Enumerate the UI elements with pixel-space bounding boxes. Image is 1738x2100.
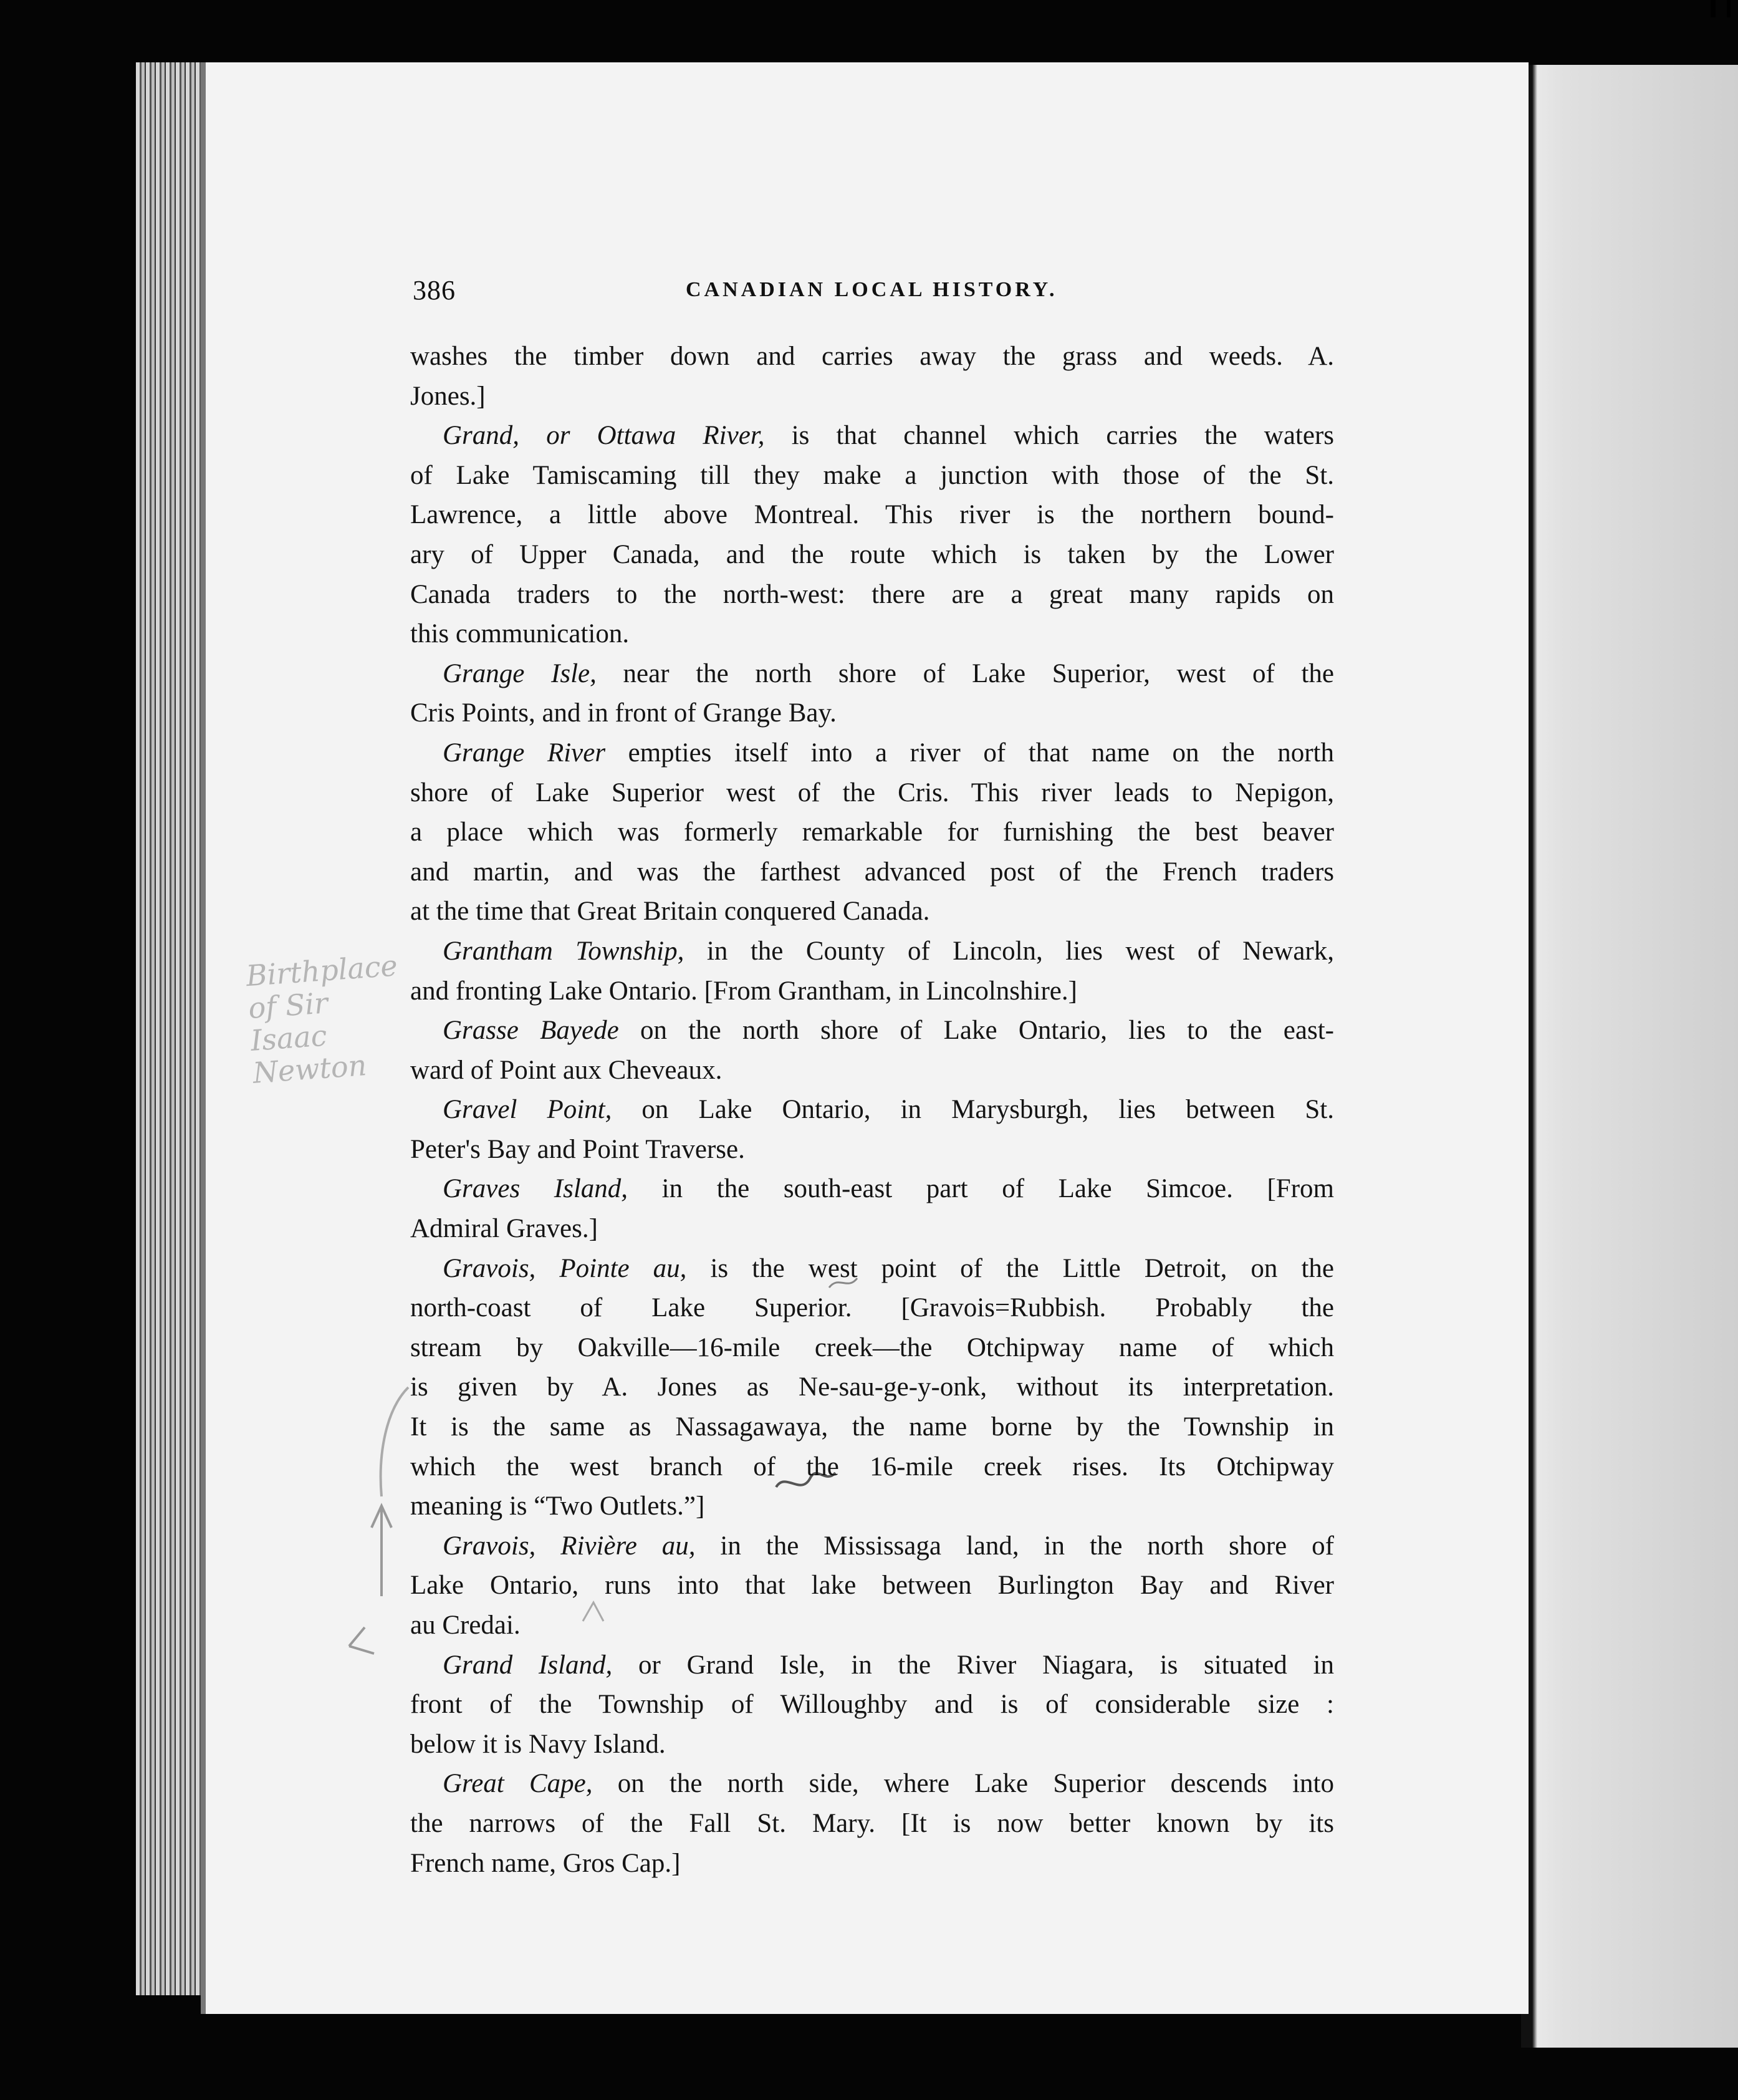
text-run: Admiral Graves.] (410, 1214, 598, 1244)
text-run: north-coast of Lake Superior. [Gravois=Rubbish. Probably the (410, 1293, 1334, 1323)
text-line (410, 495, 1334, 535)
text-run: on the north side, where Lake Superior descends into (592, 1769, 1334, 1799)
text-line (410, 1130, 1334, 1170)
text-run: front of the Township of Willoughby and is of considerable size : (410, 1690, 1334, 1720)
text-line (410, 1526, 1334, 1566)
text-line (410, 1606, 1334, 1645)
text-run: and fronting Lake Ontario. [From Grantham, in Lincolnshire.] (410, 976, 1077, 1006)
text-run: ary of Upper Canada, and the route which is taken by the Lower (410, 539, 1334, 569)
text-run: of Lake Tamiscaming till they make a junction with those of the St. (410, 460, 1334, 490)
text-run: this communication. (410, 619, 630, 649)
entry-heading: Grasse Bayede (443, 1016, 619, 1046)
entry-heading: Gravel Point, (443, 1095, 612, 1125)
text-run: Lawrence, a little above Montreal. This river is the northern bound- (410, 500, 1334, 530)
text-run: stream by Oakville—16-mile creek—the Otchipway name of which (410, 1332, 1334, 1362)
text-line (410, 1090, 1334, 1130)
text-run: washes the timber down and carries away the grass and weeds. A. (410, 342, 1334, 371)
text-line (410, 852, 1334, 892)
text-run: a place which was formerly remarkable for furnishing the best beaver (410, 817, 1334, 847)
entry-heading: Gravois, Pointe au, (443, 1253, 687, 1283)
text-line (410, 1764, 1334, 1804)
entry-heading: Grange Isle, (443, 658, 597, 688)
text-run: meaning is “Two Outlets.”] (410, 1491, 705, 1521)
body-text (410, 337, 1334, 1883)
text-line (410, 614, 1334, 654)
text-line (410, 1566, 1334, 1606)
text-run: in the Mississaga land, in the north shore of (695, 1531, 1335, 1561)
text-run: is the west point of the Little Detroit, on the (686, 1253, 1334, 1283)
entry-heading: Great Cape, (443, 1769, 593, 1799)
text-run: in the County of Lincoln, lies west of Newark, (684, 936, 1334, 966)
running-head: CANADIAN LOCAL HISTORY. (686, 278, 1058, 301)
entry-heading: Gravois, Rivière au, (443, 1531, 696, 1561)
text-run: Lake Ontario, runs into that lake between Burlington Bay and River (410, 1571, 1334, 1601)
text-run: near the north shore of Lake Superior, west of the (596, 658, 1334, 688)
text-line (410, 1051, 1334, 1091)
text-line (410, 456, 1334, 496)
text-line (410, 416, 1334, 456)
text-line (410, 1447, 1334, 1487)
text-line (410, 1328, 1334, 1368)
pencil-up-arrow (372, 1506, 391, 1596)
pencil-bracket (381, 1387, 408, 1496)
text-line (410, 1209, 1334, 1249)
text-line (410, 1367, 1334, 1407)
text-run: shore of Lake Superior west of the Cris. This river leads to Nepigon, (410, 778, 1334, 807)
text-run: which the west branch of the 16-mile creek rises. Its Otchipway (410, 1452, 1334, 1481)
text-line (410, 1804, 1334, 1844)
text-run: on the north shore of Lake Ontario, lies to the east- (618, 1016, 1334, 1046)
text-line (410, 1645, 1334, 1685)
text-line (410, 1685, 1334, 1725)
text-line (410, 654, 1334, 694)
text-line (410, 1407, 1334, 1447)
page-number: 386 (413, 275, 456, 306)
text-run: French name, Gros Cap.] (410, 1848, 681, 1878)
pencil-caret (349, 1627, 374, 1654)
text-line (410, 773, 1334, 813)
text-line (410, 1288, 1334, 1328)
text-run: is given by A. Jones as Ne-sau-ge-y-onk, without its interpretation. (410, 1372, 1334, 1402)
text-run: ward of Point aux Cheveaux. (410, 1055, 723, 1085)
text-line (410, 1844, 1334, 1884)
text-line (410, 1011, 1334, 1051)
text-line (410, 892, 1334, 932)
entry-heading: Grange River (443, 738, 606, 768)
handwritten-margin-note: Birthplace of Sir Isaac Newton (244, 948, 399, 1090)
text-run: below it is Navy Island. (410, 1729, 666, 1759)
text-line (410, 535, 1334, 575)
text-run: or Grand Isle, in the River Niagara, is situated in (612, 1650, 1334, 1680)
text-run: on Lake Ontario, in Marysburgh, lies between St. (612, 1095, 1334, 1125)
text-line (410, 812, 1334, 852)
text-line (410, 1169, 1334, 1209)
text-run: Cris Points, and in front of Grange Bay. (410, 698, 837, 728)
text-line (410, 377, 1334, 417)
text-line (410, 575, 1334, 615)
text-line (410, 1486, 1334, 1526)
text-line (410, 932, 1334, 971)
text-run: in the south-east part of Lake Simcoe. [From (628, 1174, 1334, 1204)
entry-heading: Grand, or Ottawa River, (443, 421, 765, 451)
text-run: Peter's Bay and Point Traverse. (410, 1134, 745, 1164)
text-run: and martin, and was the farthest advanced post of the French traders (410, 857, 1334, 887)
text-run: the narrows of the Fall St. Mary. [It is now better known by its (410, 1808, 1334, 1838)
text-line (410, 693, 1334, 733)
text-line (410, 1249, 1334, 1289)
text-run: Canada traders to the north-west: there are a great many rapids on (410, 579, 1334, 609)
entry-heading: Graves Island, (443, 1174, 628, 1204)
text-line (410, 1725, 1334, 1765)
text-run: empties itself into a river of that name on the north (605, 738, 1334, 768)
text-run: at the time that Great Britain conquered Canada. (410, 897, 930, 927)
text-line (410, 971, 1334, 1011)
text-run: It is the same as Nassagawaya, the name borne by the Township in (410, 1412, 1334, 1442)
text-line (410, 337, 1334, 377)
text-run: au Credai. (410, 1611, 521, 1640)
text-line (410, 733, 1334, 773)
entry-heading: Grantham Township, (443, 936, 684, 966)
text-run: is that channel which carries the waters (764, 421, 1334, 451)
entry-heading: Grand Island, (443, 1650, 613, 1680)
text-run: Jones.] (410, 381, 486, 411)
